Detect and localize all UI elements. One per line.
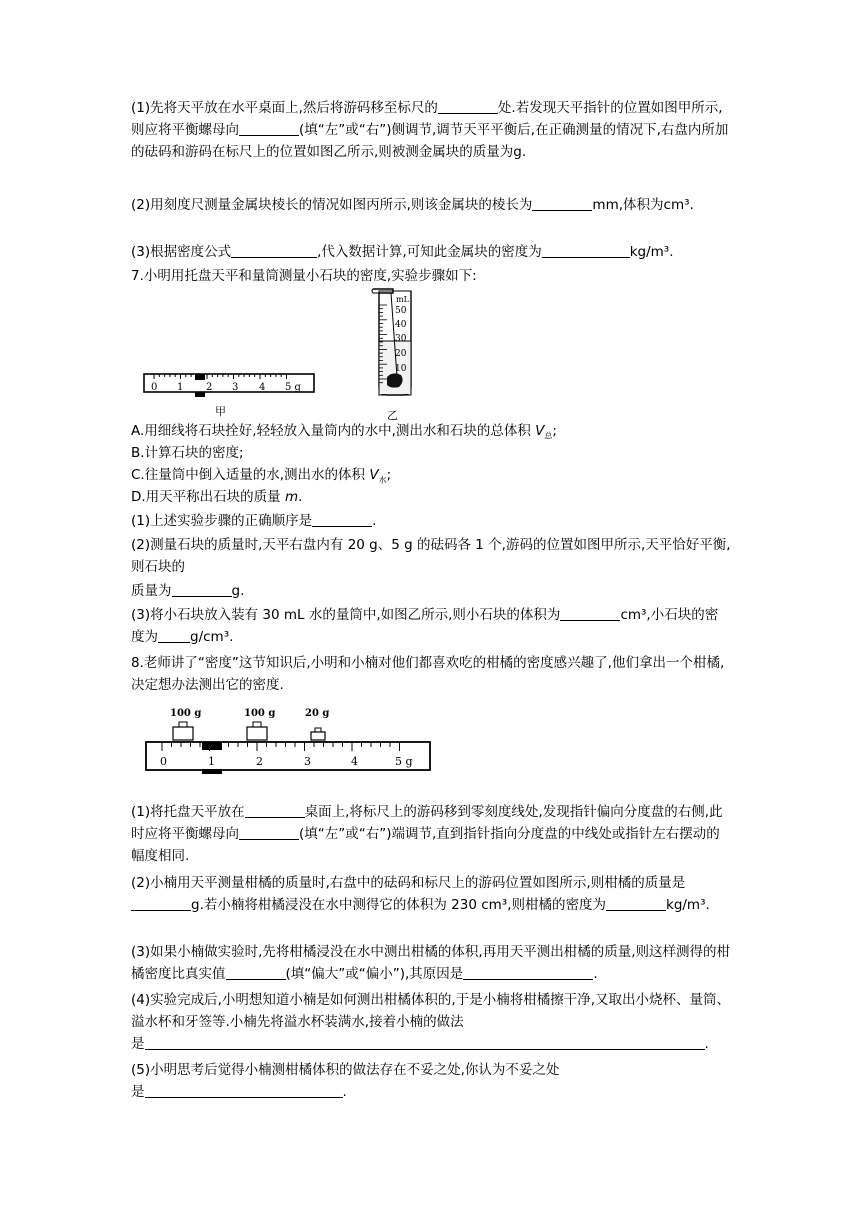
answer-blank[interactable]	[245, 803, 305, 818]
q7-part2-text: g.	[231, 583, 245, 599]
q7-intro: 7.小明用托盘天平和量筒测量小石块的密度,实验步骤如下:	[131, 268, 477, 284]
q8-part2-text: g.若小楠将柑橘浸没在水中测得它的体积为 230 cm³,则柑橘的密度为	[191, 897, 606, 913]
scale-label: 5 g	[395, 755, 413, 768]
scale-label: 0	[160, 755, 167, 768]
q6-part1-text: (1)先将天平放在水平桌面上,然后将游码移至标尺的	[131, 100, 438, 116]
q7-part3-text: (3)将小石块放入装有 30 mL 水的量筒中,如图乙所示,则小石块的体积为	[131, 607, 561, 623]
q7-part3-text: g/cm³.	[190, 629, 234, 645]
weight-label: 100 g	[244, 708, 276, 719]
q7-part1-text: (1)上述实验步骤的正确顺序是	[131, 513, 313, 529]
q8-part2-text: (2)小楠用天平测量柑橘的质量时,右盘中的砝码和标尺上的游码位置如图所示,则柑橘的质量是	[131, 875, 686, 891]
step-text: D.用天平称出石块的质量	[131, 489, 281, 505]
q8-part2	[131, 872, 731, 916]
cylinder-tick-label: 10	[395, 364, 407, 374]
symbol-subscript: 水	[378, 475, 387, 485]
q7-figure-jia-scale	[140, 368, 320, 418]
q8-part4	[131, 989, 731, 1055]
step-text: A.用细线将石块拴好,轻轻放入量筒内的水中,测出水和石块的总体积	[131, 423, 531, 439]
figure-caption: 甲	[215, 405, 226, 418]
answer-blank[interactable]	[532, 196, 592, 211]
stone	[387, 373, 403, 387]
scale-label: 2	[256, 755, 263, 768]
q6-part1-text: (填“左”或“右”)侧调节,调节天平平衡后,在正确测量的情况下,右盘内所加的砝码和游码在标尺上的位置如图乙所示,则被测金属块的质量为	[131, 122, 729, 160]
q6-part3-text: ,代入数据计算,可知此金属块的密度为	[317, 244, 542, 260]
q7-figure-yi-cylinder	[355, 285, 455, 425]
answer-blank[interactable]	[231, 243, 317, 258]
q8-part4-text: 是	[131, 1036, 145, 1052]
symbol-m: m	[284, 489, 299, 505]
q8-part1-text: (填“左”或“右”)端调节,直到指针指向分度盘的中线处或指针左右摆动的幅度相同.	[131, 826, 720, 864]
q8-part1-text: 桌面上,将标尺上的游码移到零刻度线处,发现指针偏向分度盘的右侧,此时应将平衡螺母向	[131, 804, 723, 842]
answer-blank[interactable]	[560, 606, 620, 621]
scale-label: 5 g	[285, 382, 301, 393]
q8-part3-text: .	[593, 966, 598, 982]
answer-blank[interactable]	[239, 825, 299, 840]
q8-part5-text: .	[342, 1084, 347, 1100]
q8-part4-text: (4)实验完成后,小明想知道小楠是如何测出柑橘体积的,于是小楠将柑橘擦干净,又取出小烧杯、量筒、溢水杯和牙签等.小楠先将溢水杯装满水,接着小楠的做法	[131, 992, 730, 1030]
cylinder-unit: mL	[396, 295, 409, 304]
cylinder-tick-label: 30	[395, 334, 407, 344]
rider-base	[195, 392, 205, 397]
step-text: ;	[552, 423, 557, 439]
symbol-subscript: 总	[544, 431, 553, 441]
step-text: ;	[386, 467, 392, 483]
q8-part3-text: (3)如果小楠做实验时,先将柑橘浸没在水中测出柑橘的体积,再用天平测出柑橘的质量,则这样测得的柑橘密度比真实值	[131, 944, 730, 982]
weight-label: 100 g	[170, 708, 202, 719]
q6-part2	[131, 194, 731, 216]
q8-intro: 8.老师讲了“密度”这节知识后,小明和小楠对他们都喜欢吃的柑橘的密度感兴趣了,他们拿出一个柑橘,决定想办法测出它的密度.	[131, 655, 725, 693]
answer-blank[interactable]	[145, 1035, 705, 1050]
scale-label: 1	[208, 755, 215, 768]
q8-part5-text: 是	[131, 1084, 145, 1100]
q7-part3-text: cm³,小石块的密度为	[131, 607, 719, 645]
scale-label: 1	[177, 382, 184, 393]
q7-part1-text: .	[372, 513, 377, 529]
scale-label: 0	[151, 382, 158, 393]
rider-base	[202, 769, 222, 774]
q6-part3-text: (3)根据密度公式	[131, 244, 232, 260]
q8-part4-text: .	[704, 1036, 709, 1052]
q6-part2-text: cm³.	[663, 197, 694, 213]
q6-part3	[131, 241, 731, 263]
q7-part2-text: (2)测量石块的质量时,天平右盘内有 20 g、5 g 的砝码各 1 个,游码的位置如图甲所示,天平恰好平衡,则石块的	[131, 537, 731, 575]
q7-part3	[131, 604, 731, 648]
q6-part3-text: kg/m³.	[629, 244, 674, 260]
scale-label: 3	[232, 382, 239, 393]
cylinder-tick-label: 50	[395, 306, 407, 316]
weight-100g-1	[173, 722, 193, 740]
step-text: .	[298, 489, 303, 505]
q8-part1-text: (1)将托盘天平放在	[131, 804, 245, 820]
q6-part1	[131, 97, 731, 163]
cylinder-tick-label: 20	[395, 349, 407, 359]
scale-label: 4	[351, 755, 358, 768]
q8-part5-text: (5)小明思考后觉得小楠测柑橘体积的做法存在不妥之处,你认为不妥之处	[131, 1062, 560, 1078]
q8-part3-text: (填“偏大”或“偏小”),其原因是	[285, 966, 464, 982]
rider-marker	[195, 374, 205, 380]
q6-part2-text: (2)用刻度尺测量金属块棱长的情况如图丙所示,则该金属块的棱长为	[131, 197, 533, 213]
q8-part2-text: kg/m³.	[666, 897, 710, 913]
symbol-v: V	[535, 423, 545, 439]
scale-label: 4	[259, 382, 266, 393]
answer-blank[interactable]	[438, 99, 498, 114]
q8-part1	[131, 801, 731, 867]
scale-label: 2	[206, 382, 213, 393]
answer-blank[interactable]	[158, 628, 190, 643]
answer-blank[interactable]	[606, 896, 666, 911]
cylinder-tick-label: 40	[395, 320, 407, 330]
symbol-v: V	[369, 467, 379, 483]
weight-20g	[311, 728, 325, 740]
answer-blank[interactable]	[463, 965, 593, 980]
q7-part1	[131, 510, 731, 532]
q6-part2-text: mm,体积为	[592, 197, 664, 213]
answer-blank[interactable]	[145, 1083, 343, 1098]
q6-part1-text: 处.若发现天平指针的位置如图甲所示,则应将平衡螺母向	[131, 100, 723, 138]
answer-blank[interactable]	[239, 121, 299, 136]
answer-blank[interactable]	[172, 582, 232, 597]
scale-label: 3	[304, 755, 311, 768]
weight-label: 20 g	[305, 708, 330, 719]
answer-blank[interactable]	[312, 512, 372, 527]
q6-part1-text: g.	[513, 144, 527, 160]
q7-step-d	[131, 486, 731, 508]
figure-caption: 乙	[387, 409, 398, 422]
answer-blank[interactable]	[131, 896, 191, 911]
q8-figure-balance	[140, 704, 440, 776]
step-text: C.往量筒中倒入适量的水,测出水的体积	[131, 467, 366, 483]
q7-part2-answer	[131, 580, 731, 602]
answer-blank[interactable]	[542, 243, 630, 258]
q7-part2-text: 质量为	[131, 583, 172, 599]
q7-part2	[131, 534, 731, 578]
q7-step-b: B.计算石块的密度;	[131, 445, 244, 461]
q8-part3	[131, 941, 731, 985]
rider-marker	[202, 742, 222, 750]
q8-part5	[131, 1059, 731, 1103]
answer-blank[interactable]	[226, 965, 286, 980]
weight-100g-2	[247, 722, 267, 740]
